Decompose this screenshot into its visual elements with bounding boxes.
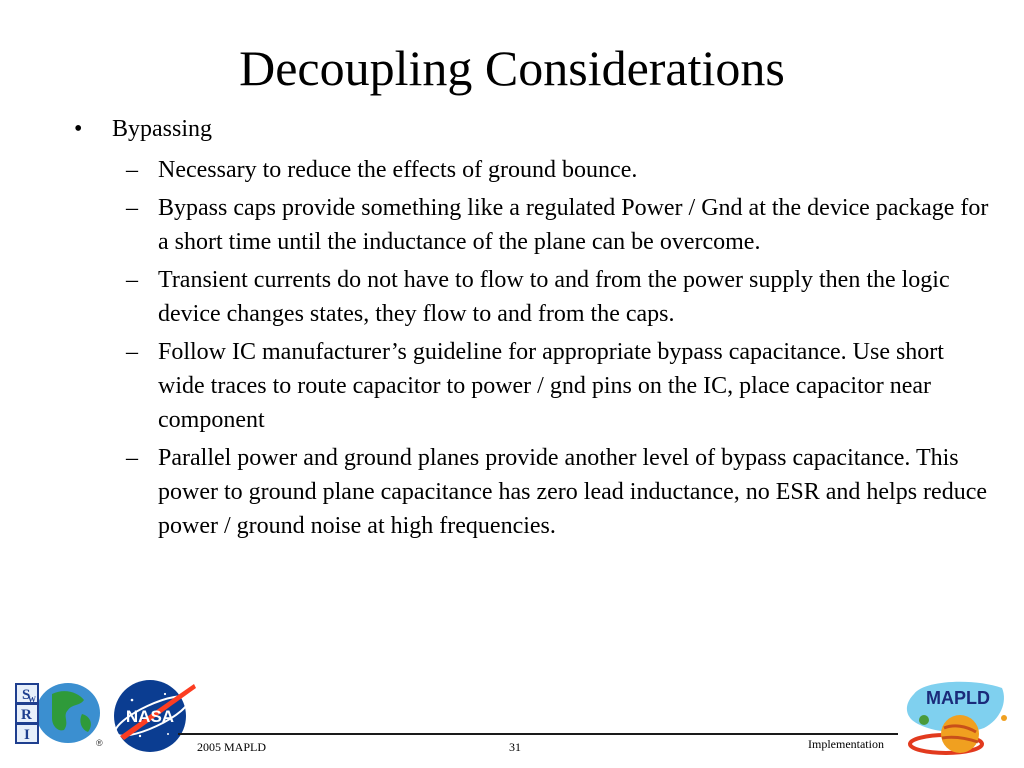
footer-conference: 2005 MAPLD [197, 740, 267, 754]
dash-marker: – [126, 267, 138, 293]
sri-logo [12, 680, 104, 748]
sub-item-text: Transient currents do not have to flow to and from the power supply then the logic device changes states, they flow to and from the caps. [158, 267, 950, 327]
nasa-logo [110, 678, 198, 754]
page-number: 31 [509, 740, 521, 754]
bullet-item [74, 112, 994, 146]
sub-item-text: Necessary to reduce the effects of ground bounce. [158, 157, 638, 183]
sub-item-text: Bypass caps provide something like a regulated Power / Gnd at the device package for a short time until the inductance of the plane can be overcome. [158, 195, 989, 255]
dash-marker: – [126, 157, 138, 183]
sub-item [74, 335, 994, 437]
footer-section: Implementation [808, 737, 884, 751]
registered-mark: ® [96, 738, 103, 748]
dash-marker: – [126, 445, 138, 471]
dash-marker: – [126, 195, 138, 221]
dash-marker: – [126, 339, 138, 365]
nasa-text: NASA [125, 707, 175, 726]
sri-letter-i: I [24, 727, 30, 743]
sub-list [74, 153, 994, 543]
sub-item [74, 191, 994, 259]
sub-item [74, 263, 994, 331]
slide-content [74, 112, 994, 547]
bullet-marker: • [74, 116, 83, 142]
sub-item [74, 153, 994, 187]
bullet-text: Bypassing [112, 116, 213, 142]
mapld-logo [900, 676, 1016, 766]
mapld-text: MAPLD [926, 688, 990, 708]
sub-item [74, 441, 994, 543]
sri-letter-w: W [28, 695, 36, 704]
slide-title: Decoupling Considerations [239, 40, 785, 96]
sub-item-text: Follow IC manufacturer’s guideline for appropriate bypass capacitance. Use short wide traces to route capacitor to power / gnd pins on the IC, place capacitor near component [158, 339, 944, 433]
sri-letter-r: R [21, 707, 32, 723]
sri-letter-s: S [22, 687, 31, 703]
sub-item-text: Parallel power and ground planes provide another level of bypass capacitance. This power to ground plane capacitance has zero lead inductance, no ESR and helps reduce power / ground noise at high frequencies. [158, 445, 987, 539]
footer-rule [178, 733, 898, 735]
